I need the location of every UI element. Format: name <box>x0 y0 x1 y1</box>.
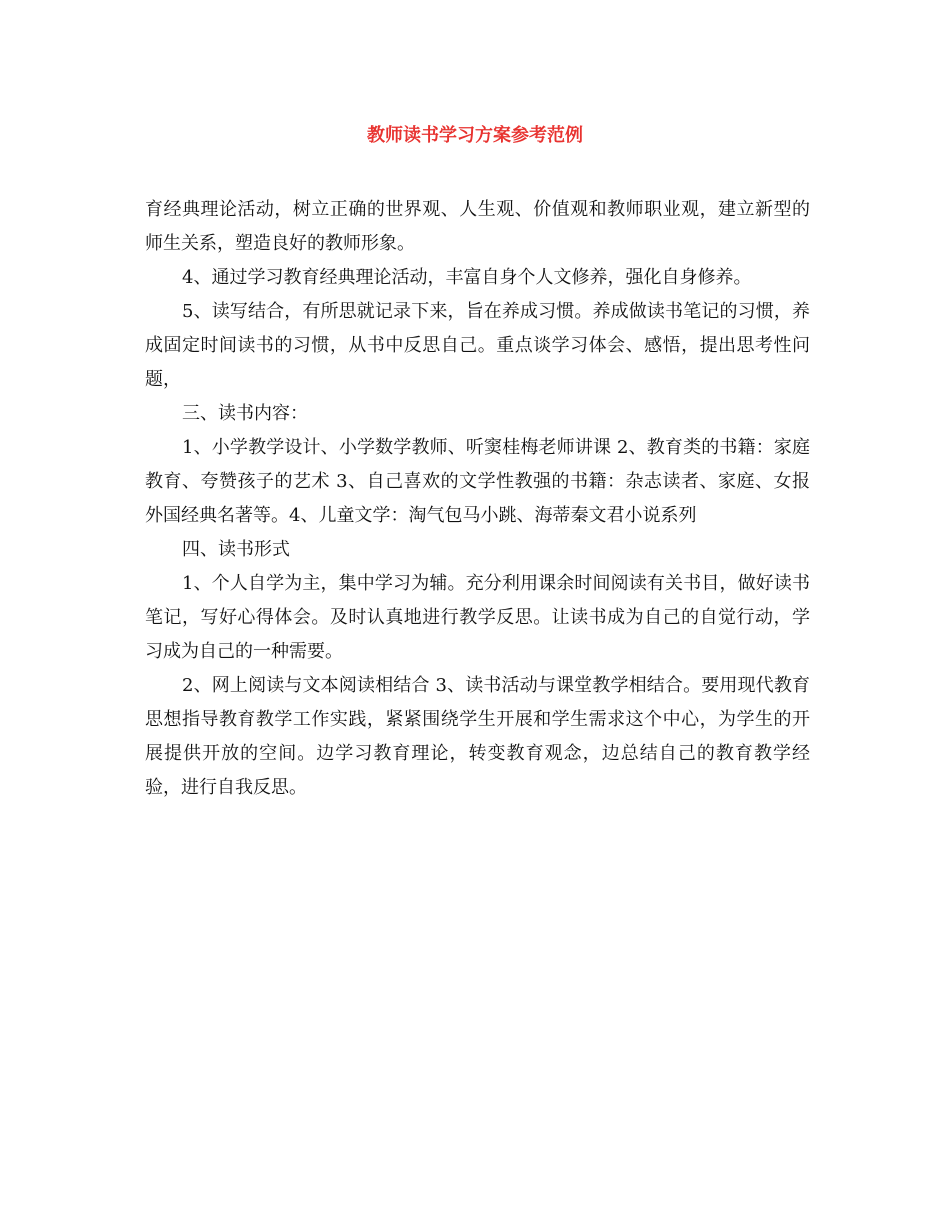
paragraph-self-study: 1、个人自学为主，集中学习为辅。充分利用课余时间阅读有关书目，做好读书笔记，写好心得体会。及时认真地进行教学反思。让读书成为自己的自觉行动，学习成为自己的一种需要。 <box>145 573 810 662</box>
paragraph-online-reading: 2、网上阅读与文本阅读相结合 3、读书活动与课堂教学相结合。要用现代教育思想指导教育教学工作实践，紧紧围绕学生开展和学生需求这个中心，为学生的开展提供开放的空间。边学习教育理论，转变教育观念，边总结自己的教育教学经验，进行自我反思。 <box>145 675 810 798</box>
document-title: 教师读书学习方案参考范例 <box>367 125 583 146</box>
paragraph-continuation: 育经典理论活动，树立正确的世界观、人生观、价值观和教师职业观，建立新型的师生关系，塑造良好的教师形象。 <box>145 199 810 254</box>
paragraph-item-5: 5、读写结合，有所思就记录下来，旨在养成习惯。养成做读书笔记的习惯，养成固定时间读书的习惯，从书中反思自己。重点谈学习体会、感悟，提出思考性问题， <box>145 301 810 390</box>
document-body <box>145 193 810 805</box>
section-heading-reading-form: 四、读书形式 <box>182 539 290 560</box>
paragraph-item-4: 4、通过学习教育经典理论活动，丰富自身个人文修养，强化自身修养。 <box>182 267 752 288</box>
paragraph-reading-list: 1、小学教学设计、小学数学教师、听窦桂梅老师讲课 2、教育类的书籍：家庭教育、夸赞孩子的艺术 3、自己喜欢的文学性教强的书籍：杂志读者、家庭、女报外国经典名著等。4、儿童文学：淘气包马小跳、海蒂秦文君小说系列 <box>145 437 810 526</box>
section-heading-reading-content: 三、读书内容： <box>182 403 308 424</box>
